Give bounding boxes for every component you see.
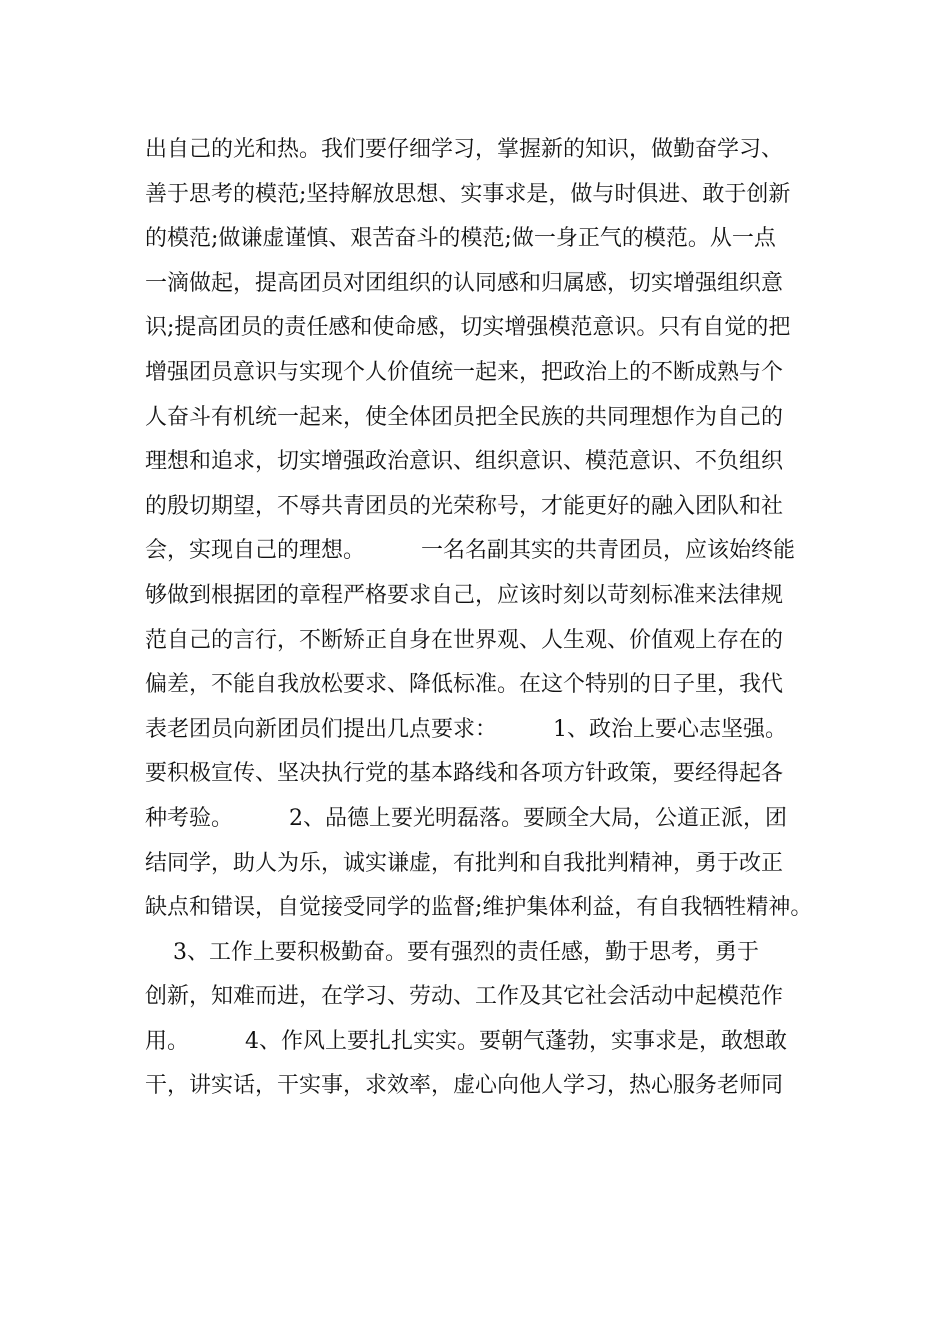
text-line: 识;提高团员的责任感和使命感，切实增强模范意识。只有自觉的把 (145, 315, 791, 341)
text-line: 一滴做起，提高团员对团组织的认同感和归属感，切实增强组织意 (145, 270, 784, 296)
text-line: 范自己的言行，不断矫正自身在世界观、人生观、价值观上存在的 (145, 627, 784, 653)
text-line: 善于思考的模范;坚持解放思想、实事求是，做与时俱进、敢于创新 (145, 181, 791, 207)
body-text (145, 128, 825, 1109)
text-line: 缺点和错误，自觉接受同学的监督;维护集体利益，有自我牺牲精神。 (145, 895, 813, 921)
text-line: 结同学，助人为乐，诚实谦虚，有批判和自我批判精神，勇于改正 (145, 850, 784, 876)
text-line: 出自己的光和热。我们要仔细学习，掌握新的知识，做勤奋学习、 (145, 137, 784, 162)
text-line: 用。 4、作风上要扎扎实实。要朝气蓬勃，实事求是，敢想敢 (145, 1028, 787, 1054)
text-line: 创新，知难而进，在学习、劳动、工作及其它社会活动中起模范作 (145, 984, 784, 1010)
text-line: 表老团员向新团员们提出几点要求： 1、政治上要心志坚强。 (145, 716, 787, 742)
text-line: 的模范;做谦虚谨慎、艰苦奋斗的模范;做一身正气的模范。从一点 (145, 226, 776, 252)
text-line: 增强团员意识与实现个人价值统一起来，把政治上的不断成熟与个 (145, 359, 784, 385)
text-line: 的殷切期望，不辱共青团员的光荣称号，才能更好的融入团队和社 (145, 493, 784, 519)
text-line: 会，实现自己的理想。 一名名副其实的共青团员，应该始终能 (145, 538, 795, 564)
text-line: 人奋斗有机统一起来，使全体团员把全民族的共同理想作为自己的 (145, 404, 784, 430)
text-line: 种考验。 2、品德上要光明磊落。要顾全大局，公道正派，团 (145, 805, 787, 831)
text-line: 3、工作上要积极勤奋。要有强烈的责任感，勤于思考，勇于 (145, 939, 759, 965)
text-line: 偏差，不能自我放松要求、降低标准。在这个特别的日子里，我代 (145, 672, 784, 698)
text-line: 理想和追求，切实增强政治意识、组织意识、模范意识、不负组织 (145, 449, 784, 475)
text-line: 干，讲实话，干实事，求效率，虚心向他人学习，热心服务老师同 (145, 1073, 784, 1099)
text-line: 够做到根据团的章程严格要求自己，应该时刻以苛刻标准来法律规 (145, 582, 784, 608)
text-line: 要积极宣传、坚决执行党的基本路线和各项方针政策，要经得起各 (145, 761, 784, 787)
